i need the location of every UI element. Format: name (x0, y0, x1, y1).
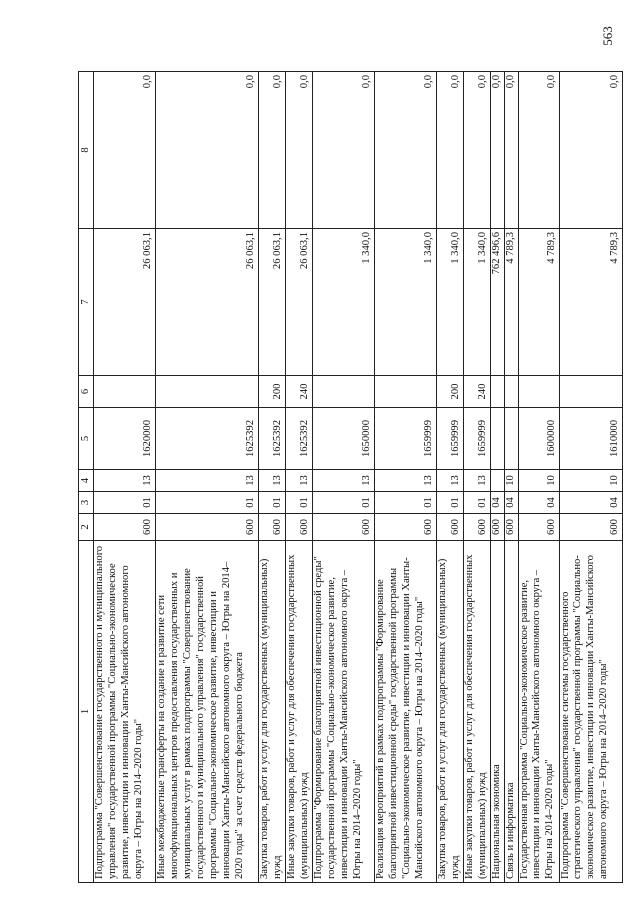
column-3-cell: 04 (518, 492, 559, 514)
description-cell: Государственная программа "Социально-экономическое развитие, инвестиции и инновации Ханты-Мансийского автономного округа – Югры на 2014–2020 годы" (518, 541, 559, 883)
column-4-cell: 13 (436, 470, 463, 492)
column-6-cell (504, 376, 518, 408)
column-3-cell: 01 (285, 492, 312, 514)
column-6-cell: 240 (463, 376, 490, 408)
table-row (94, 72, 156, 883)
table-row (374, 72, 436, 883)
amount-cell: 1 340,0 (463, 229, 490, 376)
budget-table-rotated (78, 72, 620, 883)
table-row (156, 72, 259, 883)
column-2-cell: 600 (559, 514, 622, 541)
column-2-cell: 600 (312, 514, 374, 541)
amount-cell: 26 063,1 (259, 229, 286, 376)
column-8-cell: 0,0 (285, 72, 312, 229)
column-5-cell: 1620000 (94, 408, 156, 470)
description-cell: Подпрограмма "Формирование благоприятной инвестиционной среды" государственной программы "Социально-экономическое развитие, инвестиции и инновации Ханты-Мансийского автономного округа – Югры на 2014–2020 годы" (312, 541, 374, 883)
column-5-cell: 1650000 (312, 408, 374, 470)
description-cell: Подпрограмма "Совершенствование системы государственного стратегического управления" государственной программы "Социально-экономическое развитие, инвестиции и инновации Ханты-Мансийского автономного округа – Югры на 2014–2020 годы" (559, 541, 622, 883)
column-5-cell: 1610000 (559, 408, 622, 470)
header-cell: 4 (79, 470, 94, 492)
column-5-cell: 1600000 (518, 408, 559, 470)
column-3-cell: 04 (490, 492, 504, 514)
amount-cell: 26 063,1 (94, 229, 156, 376)
header-cell: 1 (79, 541, 94, 883)
column-5-cell: 1659999 (463, 408, 490, 470)
amount-cell: 26 063,1 (156, 229, 259, 376)
column-5-cell: 1659999 (436, 408, 463, 470)
column-4-cell: 10 (504, 470, 518, 492)
description-cell: Закупка товаров, работ и услуг для государственных (муниципальных) нужд (436, 541, 463, 883)
column-8-cell: 0,0 (312, 72, 374, 229)
amount-cell: 4 789,3 (559, 229, 622, 376)
column-5-cell (490, 408, 504, 470)
description-cell: Иные закупки товаров, работ и услуг для обеспечения государственных (муниципальных) нужд (463, 541, 490, 883)
table-row (436, 72, 463, 883)
column-2-cell: 600 (156, 514, 259, 541)
column-2-cell: 600 (94, 514, 156, 541)
description-cell: Реализация мероприятий в рамках подпрограммы "Формирование благоприятной инвестиционной среды" государственной программы "Социально-экономическое развитие, инвестиции и инновации Ханты-Мансийского автономного округа – Югры на 2014–2020 годы" (374, 541, 436, 883)
description-cell: Национальная экономика (490, 541, 504, 883)
column-5-cell: 1625392 (285, 408, 312, 470)
column-8-cell: 0,0 (94, 72, 156, 229)
column-3-cell: 01 (436, 492, 463, 514)
column-5-cell: 1625392 (156, 408, 259, 470)
column-2-cell: 600 (374, 514, 436, 541)
column-4-cell: 13 (463, 470, 490, 492)
column-2-cell: 600 (285, 514, 312, 541)
column-3-cell: 01 (463, 492, 490, 514)
column-4-cell: 13 (94, 470, 156, 492)
header-cell: 3 (79, 492, 94, 514)
amount-cell: 4 789,3 (518, 229, 559, 376)
description-cell: Подпрограмма "Совершенствование государственного и муниципального управления" государственной программы "Социально-экономическое развитие, инвестиции и инновации Ханты-Мансийского автономного округа – Югры на 2014–2020 годы" (94, 541, 156, 883)
column-5-cell: 1659999 (374, 408, 436, 470)
column-5-cell (504, 408, 518, 470)
column-2-cell: 600 (436, 514, 463, 541)
amount-cell: 1 340,0 (374, 229, 436, 376)
column-2-cell: 600 (490, 514, 504, 541)
amount-cell: 762 496,6 (490, 229, 504, 376)
column-3-cell: 04 (504, 492, 518, 514)
column-8-cell: 0,0 (156, 72, 259, 229)
column-8-cell: 0,0 (504, 72, 518, 229)
amount-cell: 26 063,1 (285, 229, 312, 376)
description-cell: Связь и информатика (504, 541, 518, 883)
column-6-cell (518, 376, 559, 408)
column-3-cell: 01 (374, 492, 436, 514)
column-3-cell: 01 (94, 492, 156, 514)
column-2-cell: 600 (259, 514, 286, 541)
description-cell: Иные межбюджетные трансферты на создание и развитие сети многофункциональных центров предоставления государственных и муниципальных услуг в рамках подпрограммы "Совершенствование государственного и муниципального управления" государственной программы "Социально-экономическое развитие, инвестиции и инновации Ханты-Мансийского автономного округа – Югры на 2014–2020 годы" за счет средств федерального бюджета (156, 541, 259, 883)
column-4-cell: 13 (285, 470, 312, 492)
description-cell: Иные закупки товаров, работ и услуг для обеспечения государственных (муниципальных) нужд (285, 541, 312, 883)
header-cell: 2 (79, 514, 94, 541)
table-row (504, 72, 518, 883)
column-5-cell: 1625392 (259, 408, 286, 470)
column-6-cell (94, 376, 156, 408)
column-2-cell: 600 (518, 514, 559, 541)
column-6-cell: 200 (259, 376, 286, 408)
column-4-cell: 13 (312, 470, 374, 492)
column-4-cell: 13 (156, 470, 259, 492)
header-cell: 7 (79, 229, 94, 376)
column-4-cell: 10 (518, 470, 559, 492)
amount-cell: 1 340,0 (312, 229, 374, 376)
column-2-cell: 600 (463, 514, 490, 541)
page-number (598, 6, 618, 66)
header-cell: 6 (79, 376, 94, 408)
table-row (559, 72, 622, 883)
column-6-cell: 240 (285, 376, 312, 408)
column-3-cell: 01 (156, 492, 259, 514)
column-8-cell: 0,0 (559, 72, 622, 229)
column-6-cell (490, 376, 504, 408)
column-8-cell: 0,0 (259, 72, 286, 229)
table-row (463, 72, 490, 883)
amount-cell: 4 789,3 (504, 229, 518, 376)
column-2-cell: 600 (504, 514, 518, 541)
column-4-cell: 13 (259, 470, 286, 492)
header-cell: 5 (79, 408, 94, 470)
column-8-cell: 0,0 (490, 72, 504, 229)
header-cell: 8 (79, 72, 94, 229)
table-row (312, 72, 374, 883)
column-6-cell (559, 376, 622, 408)
column-8-cell: 0,0 (374, 72, 436, 229)
table-row (490, 72, 504, 883)
page-number-text: 563 (600, 26, 615, 46)
column-8-cell: 0,0 (463, 72, 490, 229)
budget-table (78, 71, 623, 883)
column-8-cell: 0,0 (518, 72, 559, 229)
column-8-cell: 0,0 (436, 72, 463, 229)
table-row (518, 72, 559, 883)
column-4-cell: 10 (559, 470, 622, 492)
column-6-cell (374, 376, 436, 408)
column-6-cell: 200 (436, 376, 463, 408)
table-row (259, 72, 286, 883)
column-6-cell (312, 376, 374, 408)
amount-cell: 1 340,0 (436, 229, 463, 376)
header-row (79, 72, 94, 883)
column-3-cell: 04 (559, 492, 622, 514)
description-cell: Закупка товаров, работ и услуг для государственных (муниципальных) нужд (259, 541, 286, 883)
column-3-cell: 01 (259, 492, 286, 514)
column-6-cell (156, 376, 259, 408)
column-4-cell: 13 (374, 470, 436, 492)
table-row (285, 72, 312, 883)
column-3-cell: 01 (312, 492, 374, 514)
column-4-cell (490, 470, 504, 492)
